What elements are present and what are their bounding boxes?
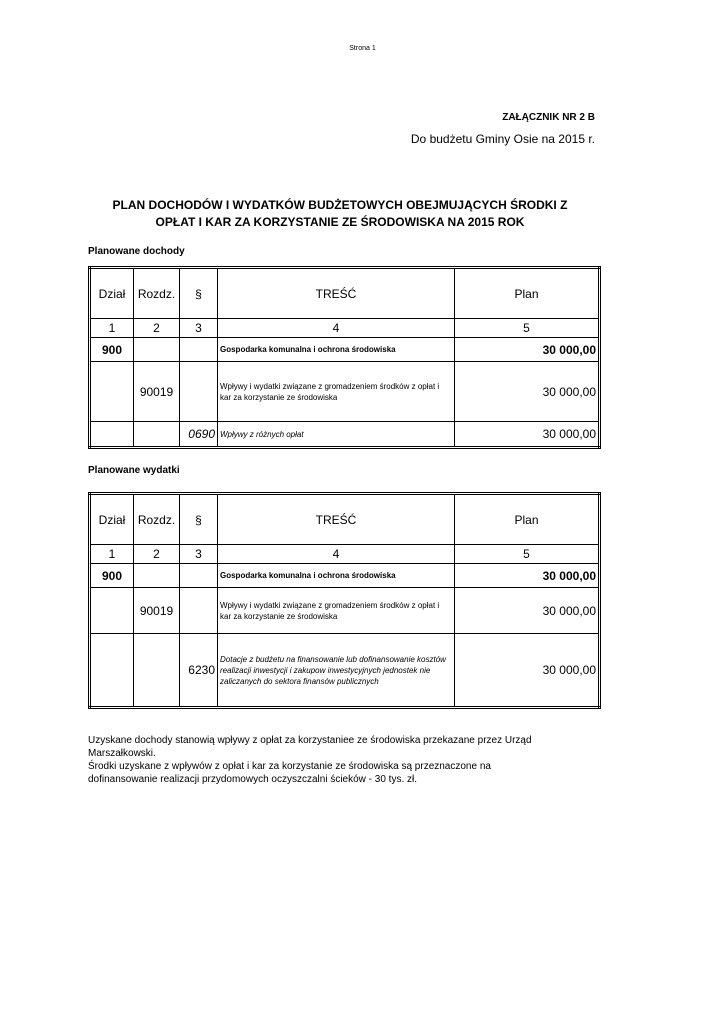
cell-paragraph (180, 564, 218, 588)
expense-table (88, 492, 601, 709)
cell-paragraph: 0690 (180, 422, 218, 448)
cell-rozdz: 90019 (134, 588, 180, 634)
income-section-label: Planowane dochody (88, 246, 185, 257)
column-number: 3 (180, 319, 218, 338)
cell-rozdz: 90019 (134, 362, 180, 422)
cell-dzial (90, 634, 134, 708)
footer-line: Marszałkowski. (88, 748, 156, 759)
column-number-row (90, 545, 600, 564)
cell-plan: 30 000,00 (455, 588, 600, 634)
column-number: 5 (455, 545, 600, 564)
cell-tresc: Gospodarka komunalna i ochrona środowiska (218, 338, 455, 362)
footer-note (88, 734, 608, 786)
header-dzial: Dział (90, 268, 134, 319)
footer-line: dofinansowanie realizacji przydomowych oczyszczalni ścieków - 30 tys. zł. (88, 774, 418, 785)
table-row (90, 634, 600, 708)
cell-rozdz (134, 422, 180, 448)
expense-section-label: Planowane wydatki (88, 465, 180, 476)
header-plan: Plan (455, 494, 600, 545)
column-number: 4 (218, 545, 455, 564)
cell-dzial: 900 (90, 564, 134, 588)
attachment-label: ZAŁĄCZNIK NR 2 B (502, 112, 595, 123)
title-line-2: OPŁAT I KAR ZA KORZYSTANIE ZE ŚRODOWISKA NA 2015 ROK (155, 215, 525, 229)
table-row (90, 362, 600, 422)
column-number: 2 (134, 319, 180, 338)
header-paragraph: § (180, 268, 218, 319)
cell-paragraph (180, 362, 218, 422)
cell-dzial (90, 588, 134, 634)
column-number: 3 (180, 545, 218, 564)
cell-tresc: Wpływy z różnych opłat (218, 422, 455, 448)
cell-rozdz (134, 634, 180, 708)
footer-line: Uzyskane dochody stanowią wpływy z opłat za korzystaniee ze środowiska przekazane przez Urząd (88, 735, 532, 746)
header-plan: Plan (455, 268, 600, 319)
cell-plan: 30 000,00 (455, 422, 600, 448)
cell-tresc: Dotacje z budżetu na finansowanie lub dofinansowanie kosztów realizacji inwestycji i zakupow inwestycyjnych jednostek nie zaliczanych do sektora finansów publicznych (218, 634, 455, 708)
header-tresc: TREŚĆ (218, 494, 455, 545)
cell-paragraph (180, 588, 218, 634)
table-row (90, 338, 600, 362)
header-rozdz: Rozdz. (134, 494, 180, 545)
cell-dzial (90, 362, 134, 422)
title-line-1: PLAN DOCHODÓW I WYDATKÓW BUDŻETOWYCH OBEJMUJĄCYCH ŚRODKI Z (112, 198, 568, 212)
table-row (90, 564, 600, 588)
cell-plan: 30 000,00 (455, 362, 600, 422)
cell-plan: 30 000,00 (455, 634, 600, 708)
table-row (90, 588, 600, 634)
column-number-row (90, 319, 600, 338)
header-dzial: Dział (90, 494, 134, 545)
column-number: 5 (455, 319, 600, 338)
cell-dzial (90, 422, 134, 448)
header-paragraph: § (180, 494, 218, 545)
income-table (88, 266, 601, 449)
header-rozdz: Rozdz. (134, 268, 180, 319)
table-header-row (90, 494, 600, 545)
document-title (80, 197, 600, 231)
column-number: 2 (134, 545, 180, 564)
cell-tresc: Wpływy i wydatki związane z gromadzeniem środków z opłat i kar za korzystanie ze środowiska (218, 362, 455, 422)
cell-dzial: 900 (90, 338, 134, 362)
cell-paragraph (180, 338, 218, 362)
table-row (90, 422, 600, 448)
cell-plan: 30 000,00 (455, 338, 600, 362)
column-number: 1 (90, 545, 134, 564)
cell-rozdz (134, 564, 180, 588)
budget-reference: Do budżetu Gminy Osie na 2015 r. (410, 132, 595, 146)
cell-plan: 30 000,00 (455, 564, 600, 588)
column-number: 1 (90, 319, 134, 338)
header-tresc: TREŚĆ (218, 268, 455, 319)
cell-tresc: Wpływy i wydatki związane z gromadzeniem środków z opłat i kar za korzystanie ze środowiska (218, 588, 455, 634)
page-number: Strona 1 (349, 45, 376, 52)
table-header-row (90, 268, 600, 319)
cell-rozdz (134, 338, 180, 362)
footer-line: Środki uzyskane z wpływów z opłat i kar za korzystanie ze środowiska są przeznaczone na (88, 761, 491, 772)
cell-paragraph: 6230 (180, 634, 218, 708)
cell-tresc: Gospodarka komunalna i ochrona środowiska (218, 564, 455, 588)
column-number: 4 (218, 319, 455, 338)
